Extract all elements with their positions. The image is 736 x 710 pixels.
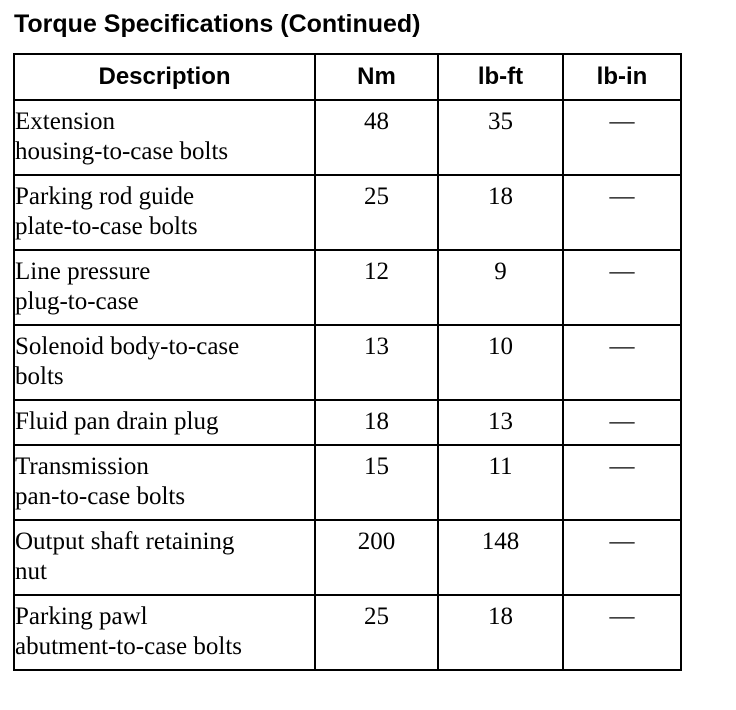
nm-cell: 25 — [315, 175, 438, 250]
table-row — [14, 520, 681, 595]
description-line: Parking pawl — [15, 603, 148, 630]
nm-cell: 25 — [315, 595, 438, 670]
description-line: Transmission — [15, 453, 149, 480]
table-row — [14, 100, 681, 175]
description-line: plug-to-case — [15, 288, 139, 315]
column-header-lb-ft: lb-ft — [438, 54, 563, 100]
lb-ft-cell: 35 — [438, 100, 563, 175]
description-cell — [14, 325, 315, 400]
lb-in-cell: — — [563, 445, 681, 520]
nm-cell: 13 — [315, 325, 438, 400]
description-line: nut — [15, 558, 47, 585]
description-cell — [14, 250, 315, 325]
lb-in-cell: — — [563, 250, 681, 325]
description-cell — [14, 400, 315, 445]
description-line: Output shaft retaining — [15, 528, 235, 555]
lb-in-cell: — — [563, 520, 681, 595]
lb-in-cell: — — [563, 175, 681, 250]
table-row — [14, 325, 681, 400]
description-cell — [14, 100, 315, 175]
column-header-lb-in: lb-in — [563, 54, 681, 100]
lb-ft-cell: 10 — [438, 325, 563, 400]
description-line: plate-to-case bolts — [15, 213, 198, 240]
lb-ft-cell: 148 — [438, 520, 563, 595]
description-line: Parking rod guide — [15, 183, 195, 210]
description-line: abutment-to-case bolts — [15, 633, 243, 660]
table-row — [14, 250, 681, 325]
lb-in-cell: — — [563, 325, 681, 400]
page-title: Torque Specifications (Continued) — [14, 10, 421, 38]
lb-ft-cell: 9 — [438, 250, 563, 325]
lb-in-cell: — — [563, 595, 681, 670]
description-line: Fluid pan drain plug — [15, 408, 219, 435]
description-line: housing-to-case bolts — [15, 138, 229, 165]
table-row — [14, 400, 681, 445]
description-line: pan-to-case bolts — [15, 483, 186, 510]
lb-in-cell: — — [563, 100, 681, 175]
lb-ft-cell: 13 — [438, 400, 563, 445]
description-line: Extension — [15, 108, 115, 135]
nm-cell: 12 — [315, 250, 438, 325]
table-row — [14, 175, 681, 250]
description-cell — [14, 175, 315, 250]
description-cell — [14, 445, 315, 520]
column-header-description: Description — [14, 54, 315, 100]
column-header-nm: Nm — [315, 54, 438, 100]
table-row — [14, 595, 681, 670]
nm-cell: 15 — [315, 445, 438, 520]
nm-cell: 18 — [315, 400, 438, 445]
nm-cell: 200 — [315, 520, 438, 595]
description-cell — [14, 520, 315, 595]
lb-ft-cell: 18 — [438, 595, 563, 670]
description-line: bolts — [15, 363, 64, 390]
nm-cell: 48 — [315, 100, 438, 175]
description-cell — [14, 595, 315, 670]
torque-spec-table — [13, 53, 682, 671]
table-row — [14, 445, 681, 520]
lb-ft-cell: 11 — [438, 445, 563, 520]
table-header-row — [14, 54, 681, 100]
description-line: Line pressure — [15, 258, 151, 285]
lb-in-cell: — — [563, 400, 681, 445]
lb-ft-cell: 18 — [438, 175, 563, 250]
description-line: Solenoid body-to-case — [15, 333, 240, 360]
